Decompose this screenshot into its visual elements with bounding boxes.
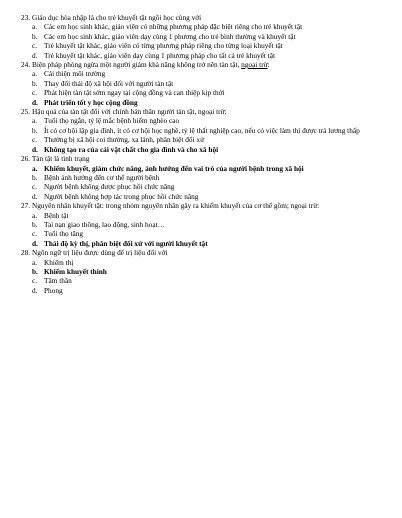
option-letter: a. (32, 69, 38, 79)
option-letter: c. (32, 276, 38, 286)
question-text: Biện pháp phòng ngừa một người giảm khả năng không trở nên tàn tật, (31, 60, 242, 70)
answer-option-correct (21, 239, 372, 248)
question-text: Giáo dục hòa nhập là cho trẻ khuyết tật ngồi học cùng với (31, 13, 202, 22)
answer-option-correct (21, 267, 372, 276)
question-number: 26. (21, 154, 31, 164)
option-letter: c. (32, 41, 38, 51)
answer-option (21, 32, 372, 41)
option-text: Trẻ khuyết tật khác, giáo viên dạy cùng 1 phương pháp cho tất cả trẻ khuyết tật (44, 50, 276, 60)
answer-option-correct (21, 164, 372, 173)
option-letter: a. (32, 116, 38, 126)
option-letter: d. (32, 238, 38, 248)
option-list (21, 116, 372, 154)
question-text-suffix: : (267, 60, 270, 70)
option-text: Cải thiện môi trường (44, 69, 106, 79)
option-letter: a. (32, 22, 38, 32)
option-letter: a. (32, 163, 38, 173)
question-number: 28. (21, 248, 31, 258)
answer-option (21, 88, 372, 97)
answer-option (21, 22, 372, 31)
option-list (21, 22, 372, 60)
answer-option (21, 173, 372, 182)
question-number: 23. (21, 13, 31, 22)
option-letter: b. (32, 266, 38, 276)
answer-option (21, 182, 372, 191)
option-letter: d. (32, 191, 38, 201)
option-letter: c. (32, 229, 38, 239)
answer-option (21, 220, 372, 229)
option-text: Tuổi thọ tăng (44, 229, 84, 239)
question-text: Tàn tật là tình trạng (31, 154, 90, 164)
question-stem (21, 13, 372, 22)
option-text: Tâm thần (44, 276, 72, 286)
answer-option-correct (21, 145, 372, 154)
question-28 (21, 248, 372, 295)
answer-option (21, 211, 372, 220)
question-stem (21, 154, 372, 163)
option-text: Các em học sinh khác, giáo viên có những phương pháp đặc biệt riêng cho trẻ khuyết tật (44, 22, 303, 32)
option-text: Các em học sinh khác, giáo viên dạy cùng 1 phương cho trẻ bình thường và khuyết tật (44, 31, 296, 41)
option-letter: b. (32, 172, 38, 182)
option-letter: c. (32, 135, 38, 145)
option-letter: d. (32, 144, 38, 154)
option-text: Không tạo ra của cải vật chất cho gia đình và cho xã hội (44, 144, 219, 154)
option-letter: b. (32, 125, 38, 135)
question-25 (21, 107, 372, 154)
answer-option (21, 286, 372, 295)
answer-option (21, 126, 372, 135)
option-text: Khiếm thị (44, 257, 74, 267)
option-text: Trẻ khuyết tật khác, giáo viên có từng phương pháp riêng cho từng loại khuyết tật (44, 41, 283, 51)
answer-option (21, 258, 372, 267)
option-text: Phong (44, 285, 63, 295)
question-text-underlined: ngoại trừ (241, 60, 268, 70)
question-stem (21, 248, 372, 257)
option-list (21, 164, 372, 202)
option-text: Người bệnh không hợp tác trong phục hồi chức năng (44, 191, 199, 201)
option-list (21, 258, 372, 296)
option-letter: b. (32, 219, 38, 229)
answer-option (21, 229, 372, 238)
question-stem (21, 107, 372, 116)
option-letter: d. (32, 50, 38, 60)
option-text: Khiếm khuyết, giảm chức năng, ảnh hưởng đến vai trò của người bệnh trong xã hội (44, 163, 304, 173)
option-list (21, 69, 372, 107)
option-letter: b. (32, 78, 38, 88)
question-text: Nguyên nhân khuyết tật: trong nhóm nguyên nhân gây ra khiếm khuyết của cơ thể gồm; ngoại trừ: (31, 201, 320, 211)
answer-option (21, 135, 372, 144)
option-text: Bệnh ảnh hưởng đến cơ thể người bệnh (44, 172, 160, 182)
option-text: Phát triển tốt y học cộng đồng (44, 97, 138, 107)
option-letter: b. (32, 31, 38, 41)
option-list (21, 211, 372, 249)
answer-option (21, 41, 372, 50)
answer-option (21, 116, 372, 125)
option-text: Thái độ kỳ thị, phân biệt đối xử với người khuyết tật (44, 238, 208, 248)
option-text: Thay đổi thái độ xã hội đối với người tàn tật (44, 78, 174, 88)
option-text: Thường bị xã hội coi thường, xa lánh, phân biệt đối xử (44, 135, 205, 145)
question-text: Ngôn ngữ trị liệu được dùng để trị liệu đối với (31, 248, 168, 258)
answer-option (21, 79, 372, 88)
question-stem (21, 201, 372, 210)
answer-option-correct (21, 98, 372, 107)
answer-option (21, 192, 372, 201)
option-text: Ít có cơ hội lập gia đình, ít có cơ hội học nghề, tỷ lệ thất nghiệp cao, nếu có việc làm thì được trả lương thấp (44, 125, 360, 135)
option-letter: d. (32, 97, 38, 107)
question-24 (21, 60, 372, 107)
option-letter: d. (32, 285, 38, 295)
option-letter: c. (32, 88, 38, 98)
answer-option (21, 69, 372, 78)
option-text: Bệnh tật (44, 210, 69, 220)
answer-option (21, 51, 372, 60)
question-27 (21, 201, 372, 248)
option-letter: a. (32, 210, 38, 220)
option-letter: a. (32, 257, 38, 267)
question-stem (21, 60, 372, 69)
question-text: Hậu quả của tàn tật đối với chính bản thân người tàn tật, ngoại trừ: (31, 107, 227, 117)
option-text: Phát hiện tàn tật sớm ngay tại cộng đồng và can thiệp kịp thời (44, 88, 225, 98)
option-letter: c. (32, 182, 38, 192)
question-number: 25. (21, 107, 31, 117)
option-text: Tuổi thọ ngắn, tỷ lệ mắc bệnh hiểm nghèo cao (44, 116, 180, 126)
question-26 (21, 154, 372, 201)
answer-option (21, 276, 372, 285)
option-text: Người bệnh không được phục hồi chức năng (44, 182, 175, 192)
option-text: Khiếm khuyết thính (44, 266, 107, 276)
question-23 (21, 13, 372, 60)
option-text: Tai nạn giao thông, lao động, sinh hoạt… (44, 219, 165, 229)
question-number: 24. (21, 60, 31, 70)
question-number: 27. (21, 201, 31, 211)
